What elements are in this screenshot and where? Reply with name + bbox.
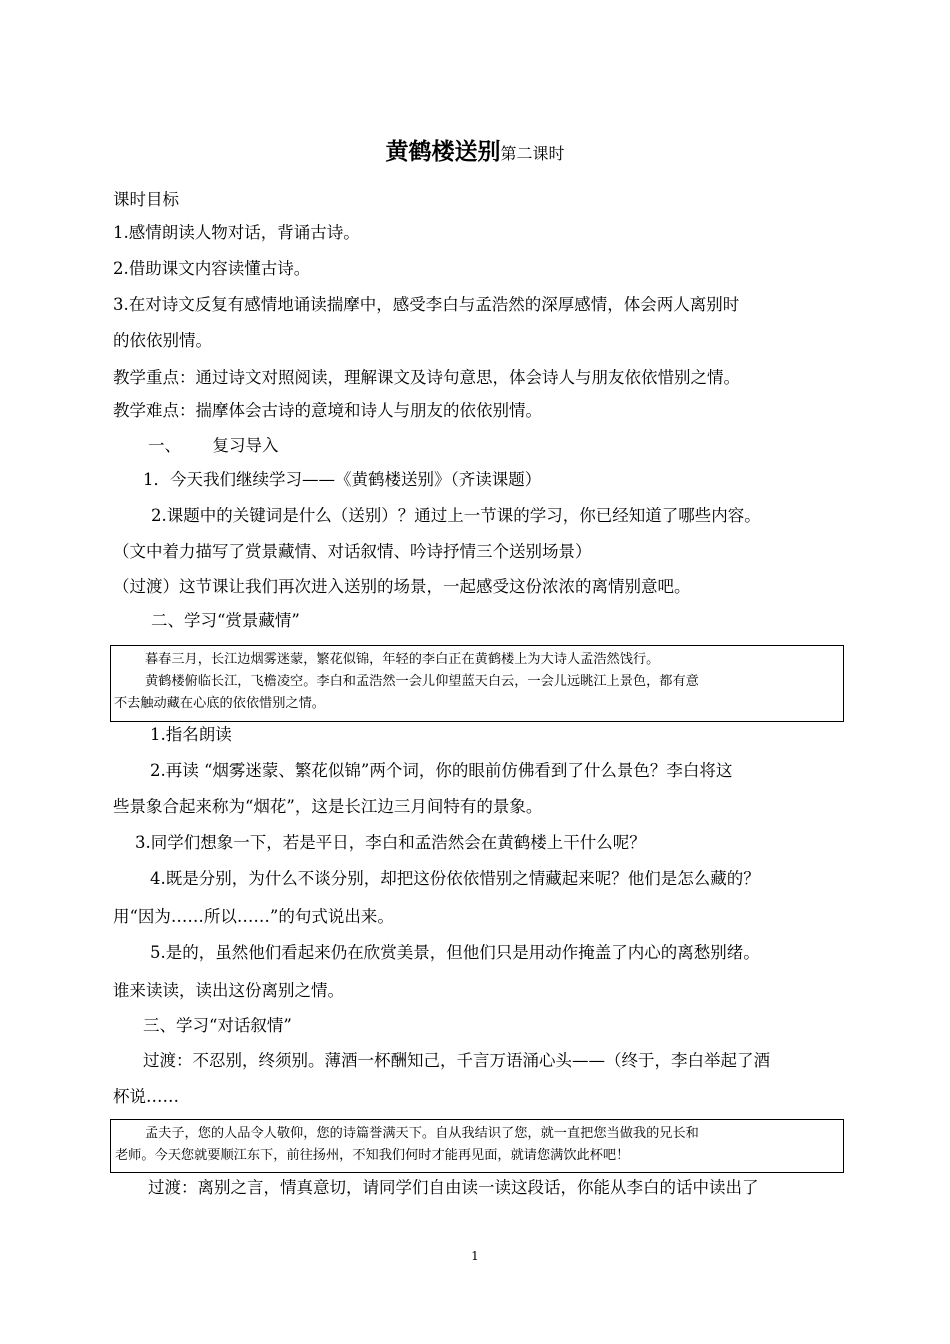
objective-item: 1.感情朗读人物对话，背诵古诗。 bbox=[113, 223, 360, 242]
title-subtitle: 第二课时 bbox=[500, 144, 565, 163]
text-box-scenery bbox=[110, 645, 844, 722]
box-line: 暮春三月，长江边烟雾迷蒙，繁花似锦，年轻的李白正在黄鹤楼上为大诗人孟浩然饯行。 bbox=[145, 652, 660, 667]
paragraph-line: 3.同学们想象一下，若是平日，李白和孟浩然会在黄鹤楼上干什么呢？ bbox=[135, 833, 646, 852]
section-heading: 二、学习“赏景藏情” bbox=[151, 611, 300, 630]
paragraph-line: （过渡）这节课让我们再次进入送别的场景，一起感受这份浓浓的离情别意吧。 bbox=[113, 577, 691, 596]
paragraph-line: 用“因为……所以……”的句式说出来。 bbox=[113, 907, 394, 926]
paragraph-line: （文中着力描写了赏景藏情、对话叙情、吟诗抒情三个送别场景） bbox=[113, 542, 592, 561]
title-main: 黄鹤楼送别 bbox=[385, 139, 501, 165]
paragraph-line: 杯说…… bbox=[113, 1087, 179, 1106]
page-number: 1 bbox=[471, 1249, 479, 1263]
paragraph-line: 谁来读读，读出这份离别之情。 bbox=[113, 981, 344, 1000]
paragraph-line: 2.再读 “烟雾迷蒙、繁花似锦”两个词，你的眼前仿佛看到了什么景色？李白将这 bbox=[150, 761, 733, 780]
text-box-dialogue bbox=[110, 1119, 844, 1173]
paragraph-line: 4.既是分别，为什么不谈分别，却把这份依依惜别之情藏起来呢？他们是怎么藏的？ bbox=[150, 869, 760, 888]
teaching-difficulty: 教学难点：揣摩体会古诗的意境和诗人与朋友的依依别情。 bbox=[113, 401, 542, 420]
section-heading: 三、学习“对话叙情” bbox=[143, 1016, 292, 1035]
paragraph-line: 些景象合起来称为“烟花”，这是长江边三月间特有的景象。 bbox=[113, 797, 543, 816]
box-line: 孟夫子，您的人品令人敬仰，您的诗篇誉满天下。自从我结识了您，就一直把您当做我的兄长和 bbox=[145, 1126, 699, 1141]
box-line: 不去触动藏在心底的依依惜别之情。 bbox=[114, 696, 325, 711]
teaching-focus: 教学重点：通过诗文对照阅读，理解课文及诗句意思，体会诗人与朋友依依惜别之情。 bbox=[113, 368, 740, 387]
paragraph-line: 2.课题中的关键词是什么（送别）？通过上一节课的学习，你已经知道了哪些内容。 bbox=[151, 506, 761, 525]
document-title bbox=[0, 133, 950, 166]
paragraph-line: 的依依别情。 bbox=[113, 331, 212, 350]
box-line: 老师。今天您就要顺江东下，前往扬州，不知我们何时才能再见面，就请您满饮此杯吧！ bbox=[115, 1148, 630, 1163]
objective-item: 3.在对诗文反复有感情地诵读揣摩中，感受李白与孟浩然的深厚感情，体会两人离别时 bbox=[113, 295, 740, 314]
paragraph-line: 1.指名朗读 bbox=[150, 725, 232, 744]
section-heading: 一、 复习导入 bbox=[148, 436, 279, 455]
paragraph-line: 过渡：离别之言，情真意切，请同学们自由读一读这段话，你能从李白的话中读出了 bbox=[148, 1178, 759, 1197]
section-heading: 课时目标 bbox=[113, 190, 179, 209]
paragraph-line: 5.是的，虽然他们看起来仍在欣赏美景，但他们只是用动作掩盖了内心的离愁别绪。 bbox=[150, 943, 760, 962]
box-line: 黄鹤楼俯临长江，飞檐凌空。李白和孟浩然一会儿仰望蓝天白云，一会儿远眺江上景色，都有意 bbox=[145, 674, 699, 689]
paragraph-line: 过渡：不忍别，终须别。薄酒一杯酬知己，千言万语涌心头——（终于，李白举起了酒 bbox=[143, 1051, 770, 1070]
paragraph-line: 1．今天我们继续学习——《黄鹤楼送别》（齐读课题） bbox=[143, 470, 542, 489]
objective-item: 2.借助课文内容读懂古诗。 bbox=[113, 259, 311, 278]
